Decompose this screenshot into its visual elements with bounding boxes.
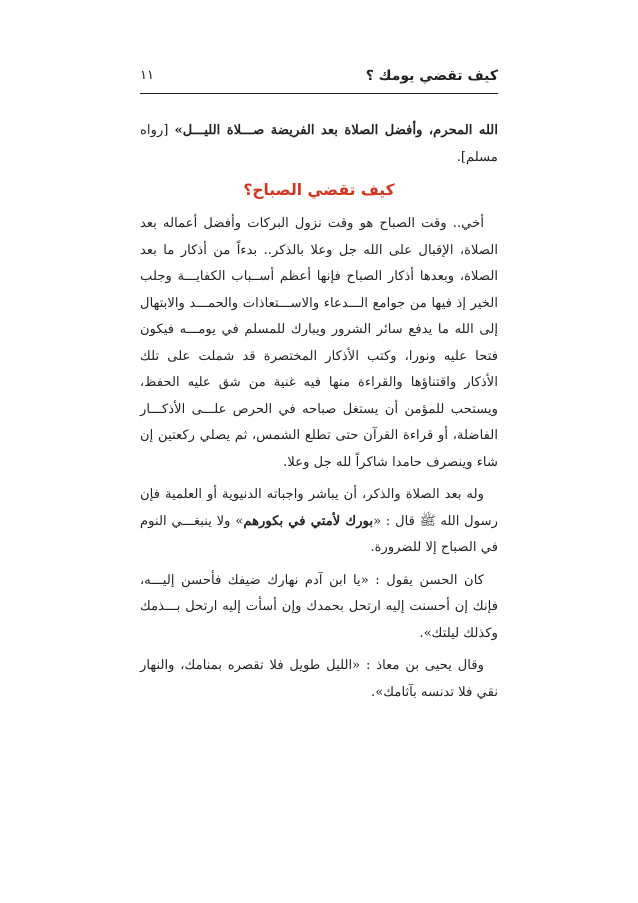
intro-bold-text: الله المحرم، وأفضل الصلاة بعد الفريضة صـــلاة الليـــل» <box>174 123 498 138</box>
header-rule <box>140 93 498 94</box>
intro-citation: [رواه مسلم]. <box>140 123 498 165</box>
paragraph-text: وله بعد الصلاة والذكر، أن يباشر واجباته الدنيوية أو العلمية فإن رسول الله ﷺ قال : « <box>140 487 498 529</box>
paragraph-1 <box>140 211 498 476</box>
running-title: كيف تقضي يومك ؟ <box>365 68 498 84</box>
section-title: كيف تقضي الصباح؟ <box>243 181 395 199</box>
paragraph-text: أخي.. وقت الصباح هو وقت نزول البركات وأفضل أعماله بعد الصلاة، الإقبال على الله جل وعلا بالذكر.. بدءاً من أذكار ما بعد الصلاة، وبعدها أذكار الصباح فإنها أعظم أســباب الكفايـــة وجلب الخير إذ فيها من جوامع الـــدعاء والاســـتعاذات والحمـــد والابتهال إلى الله ما يدفع سائر الشرور ويبارك للمسلم في يومـــه فيكون فتحا عليه ونورا، وكتب الأذكار المختصرة قد شملت على تلك الأذكار واقتناؤها والقراءة منها فيه غنية من شق عليه الحفظ، ويستحب للمؤمن أن يستغل صباحه في الحرص علـــى الأذكـــار الفاضلة، أو قراءة القرآن حتى تطلع الشمس، ثم يصلي ركعتين إن شاء وينصرف حامدا شاكراً لله جل وعلا. <box>140 216 498 470</box>
paragraph-text: كان الحسن يقول : «يا ابن آدم نهارك ضيفك فأحسن إليـــه، فإنك إن أحسنت إليه ارتحل بحمدك وإن أسأت إليه ارتحل بـــذمك وكذلك ليلتك». <box>140 572 498 641</box>
hadith-quote: بورك لأمتي في بكورهم <box>243 513 374 529</box>
paragraph-text: وقال يحيى بن معاذ : «الليل طويل فلا تقصره بمنامك، والنهار نقي فلا تدنسه بآثامك». <box>140 658 498 700</box>
paragraph-text: » ولا ينبغـــي النوم في الصباح إلا للضرورة. <box>140 513 498 555</box>
page-header <box>140 62 498 94</box>
paragraph-3 <box>140 568 498 648</box>
paragraph-2 <box>140 482 498 562</box>
page-body <box>140 118 498 712</box>
intro-paragraph <box>140 118 498 171</box>
page-number: ١١ <box>140 68 154 83</box>
paragraph-4 <box>140 653 498 706</box>
